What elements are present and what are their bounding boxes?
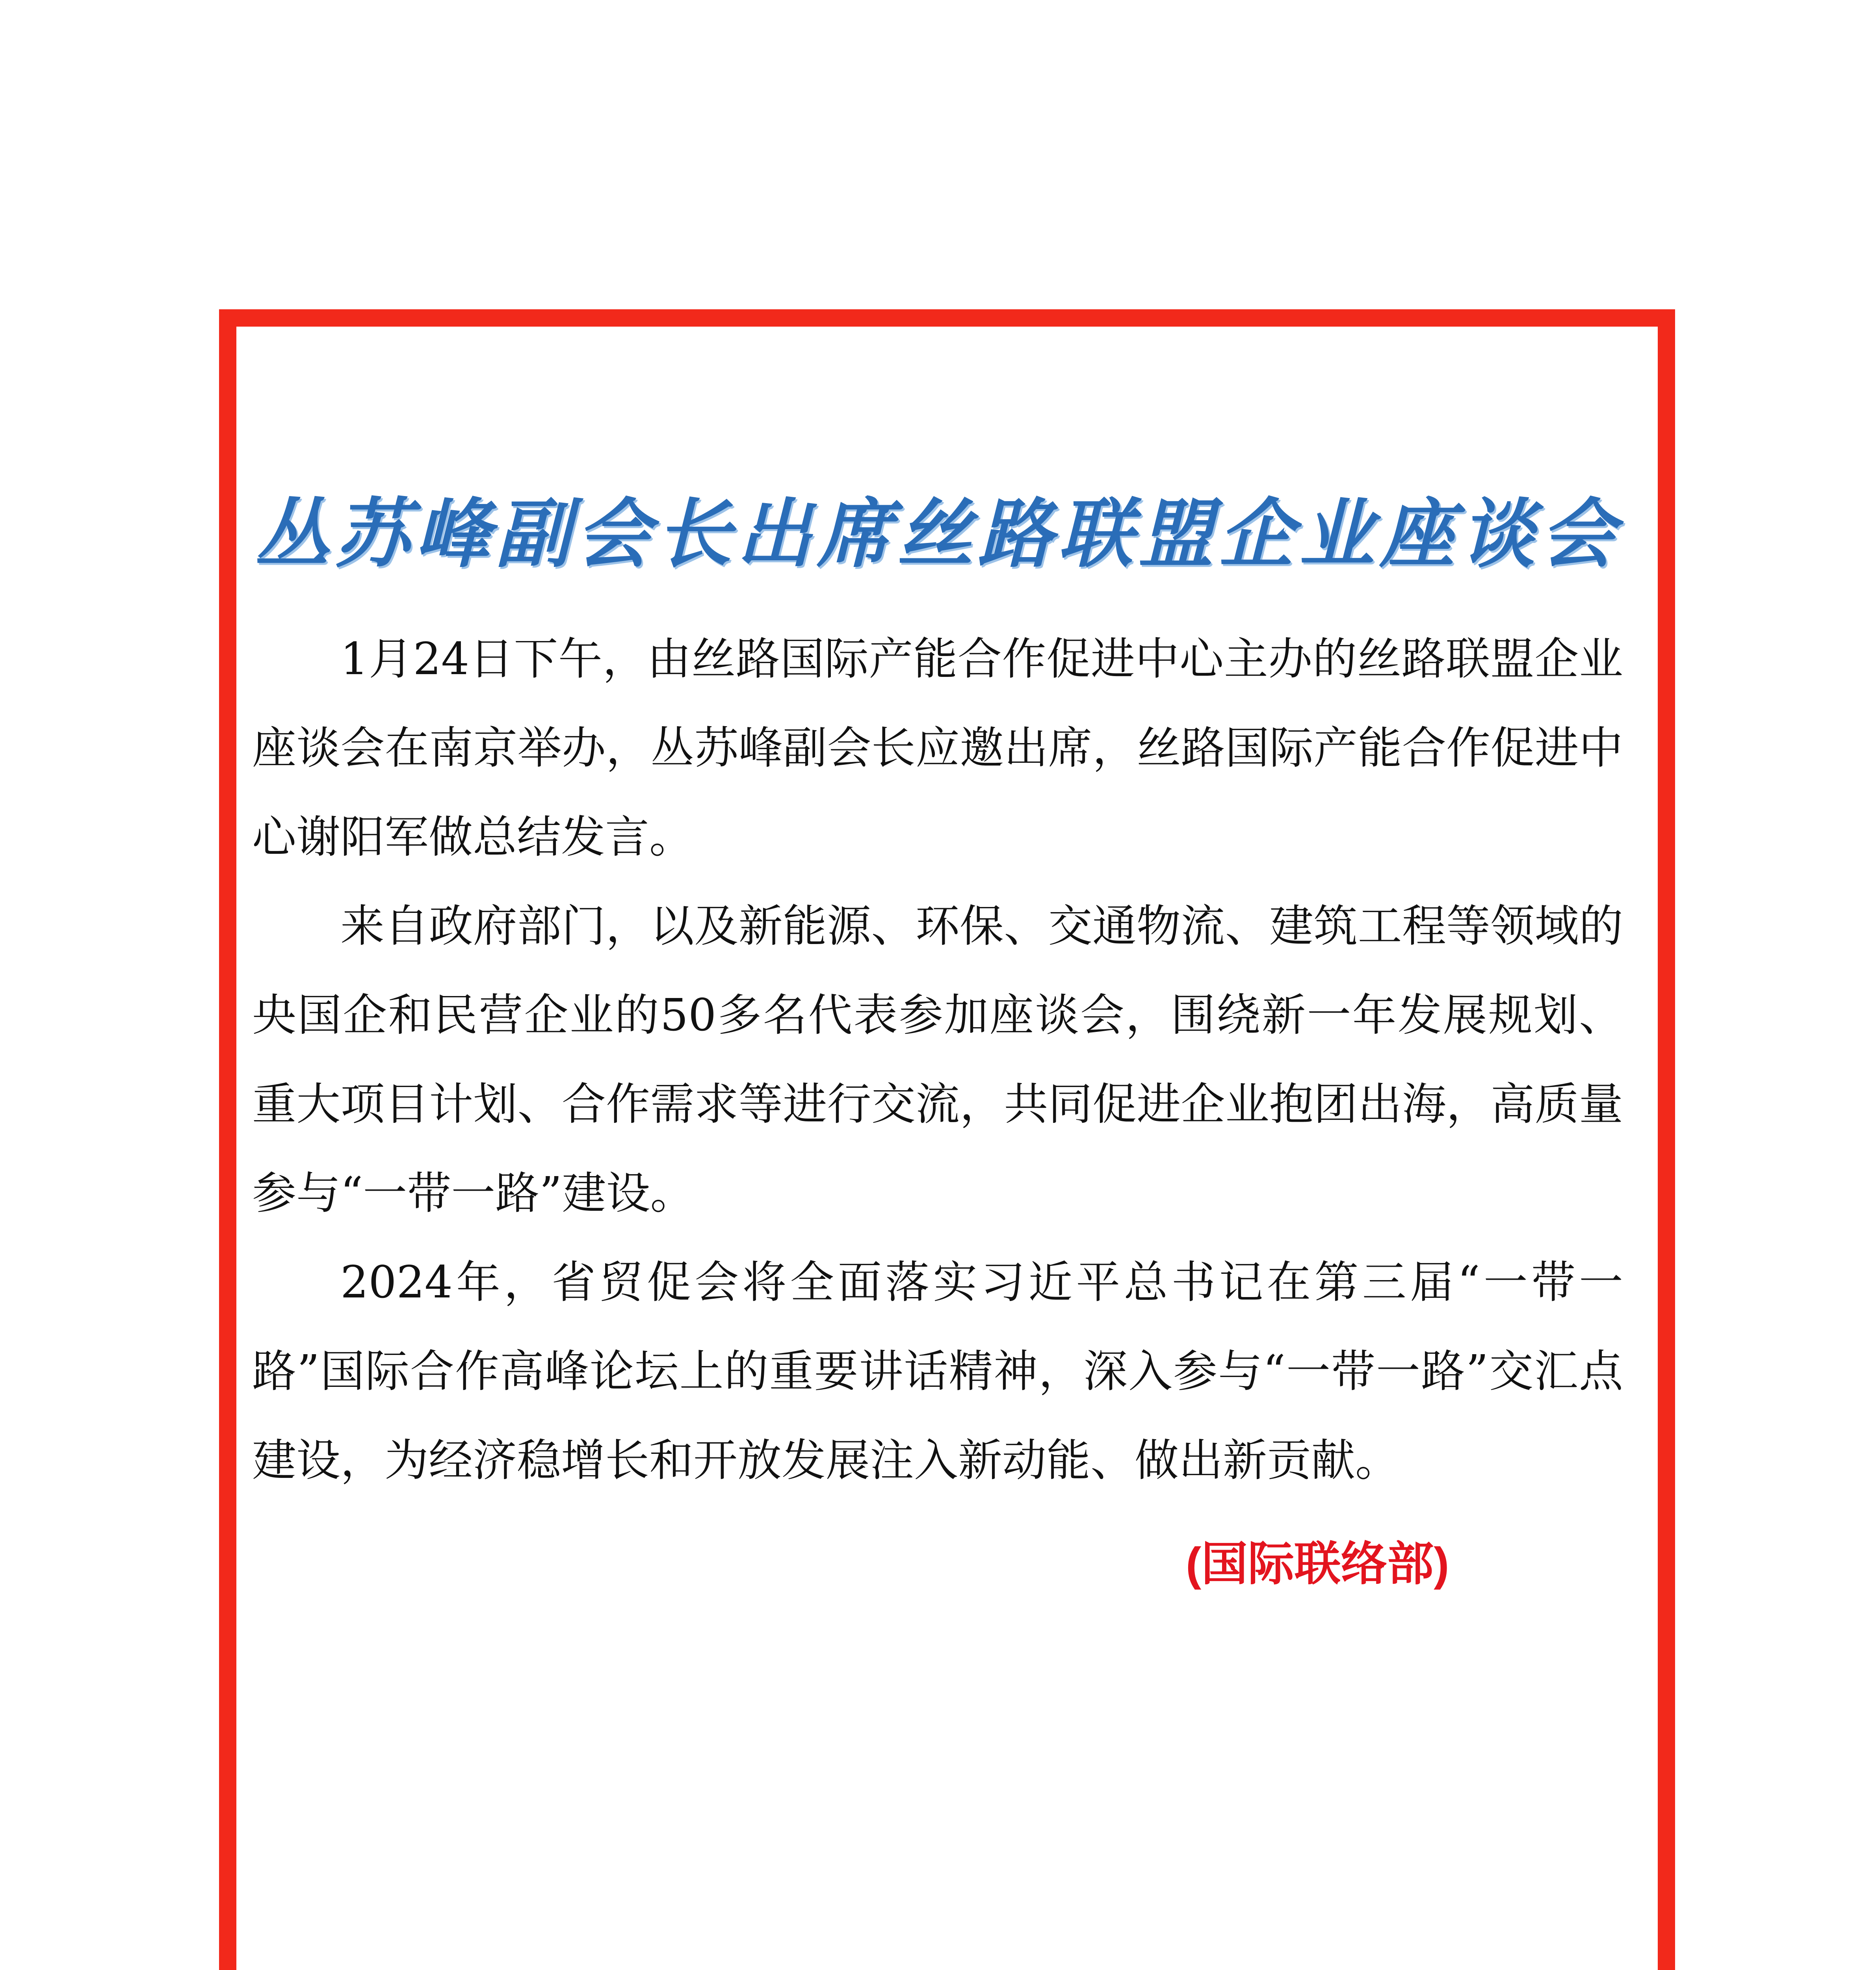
paragraph: 来自政府部门，以及新能源、环保、交通物流、建筑工程等领域的央国企和民营企业的50多名代表参加座谈会，围绕新一年发展规划、重大项目计划、合作需求等进行交流，共同促进企业抱团出海，高质量参与“一带一路”建设。: [252, 901, 1623, 1219]
paragraph: 2024年，省贸促会将全面落实习近平总书记在第三届“一带一路”国际合作高峰论坛上的重要讲话精神，深入参与“一带一路”交汇点建设，为经济稳增长和开放发展注入新动能、做出新贡献。: [252, 1257, 1623, 1486]
article-title: 丛苏峰副会长出席丝路联盟企业座谈会: [254, 490, 1621, 578]
article-body: [252, 615, 1623, 1505]
source-department: (国际联络部): [1186, 1538, 1449, 1590]
paragraph: 1月24日下午，由丝路国际产能合作促进中心主办的丝路联盟企业座谈会在南京举办，丛苏峰副会长应邀出席，丝路国际产能合作促进中心谢阳军做总结发言。: [252, 634, 1623, 863]
